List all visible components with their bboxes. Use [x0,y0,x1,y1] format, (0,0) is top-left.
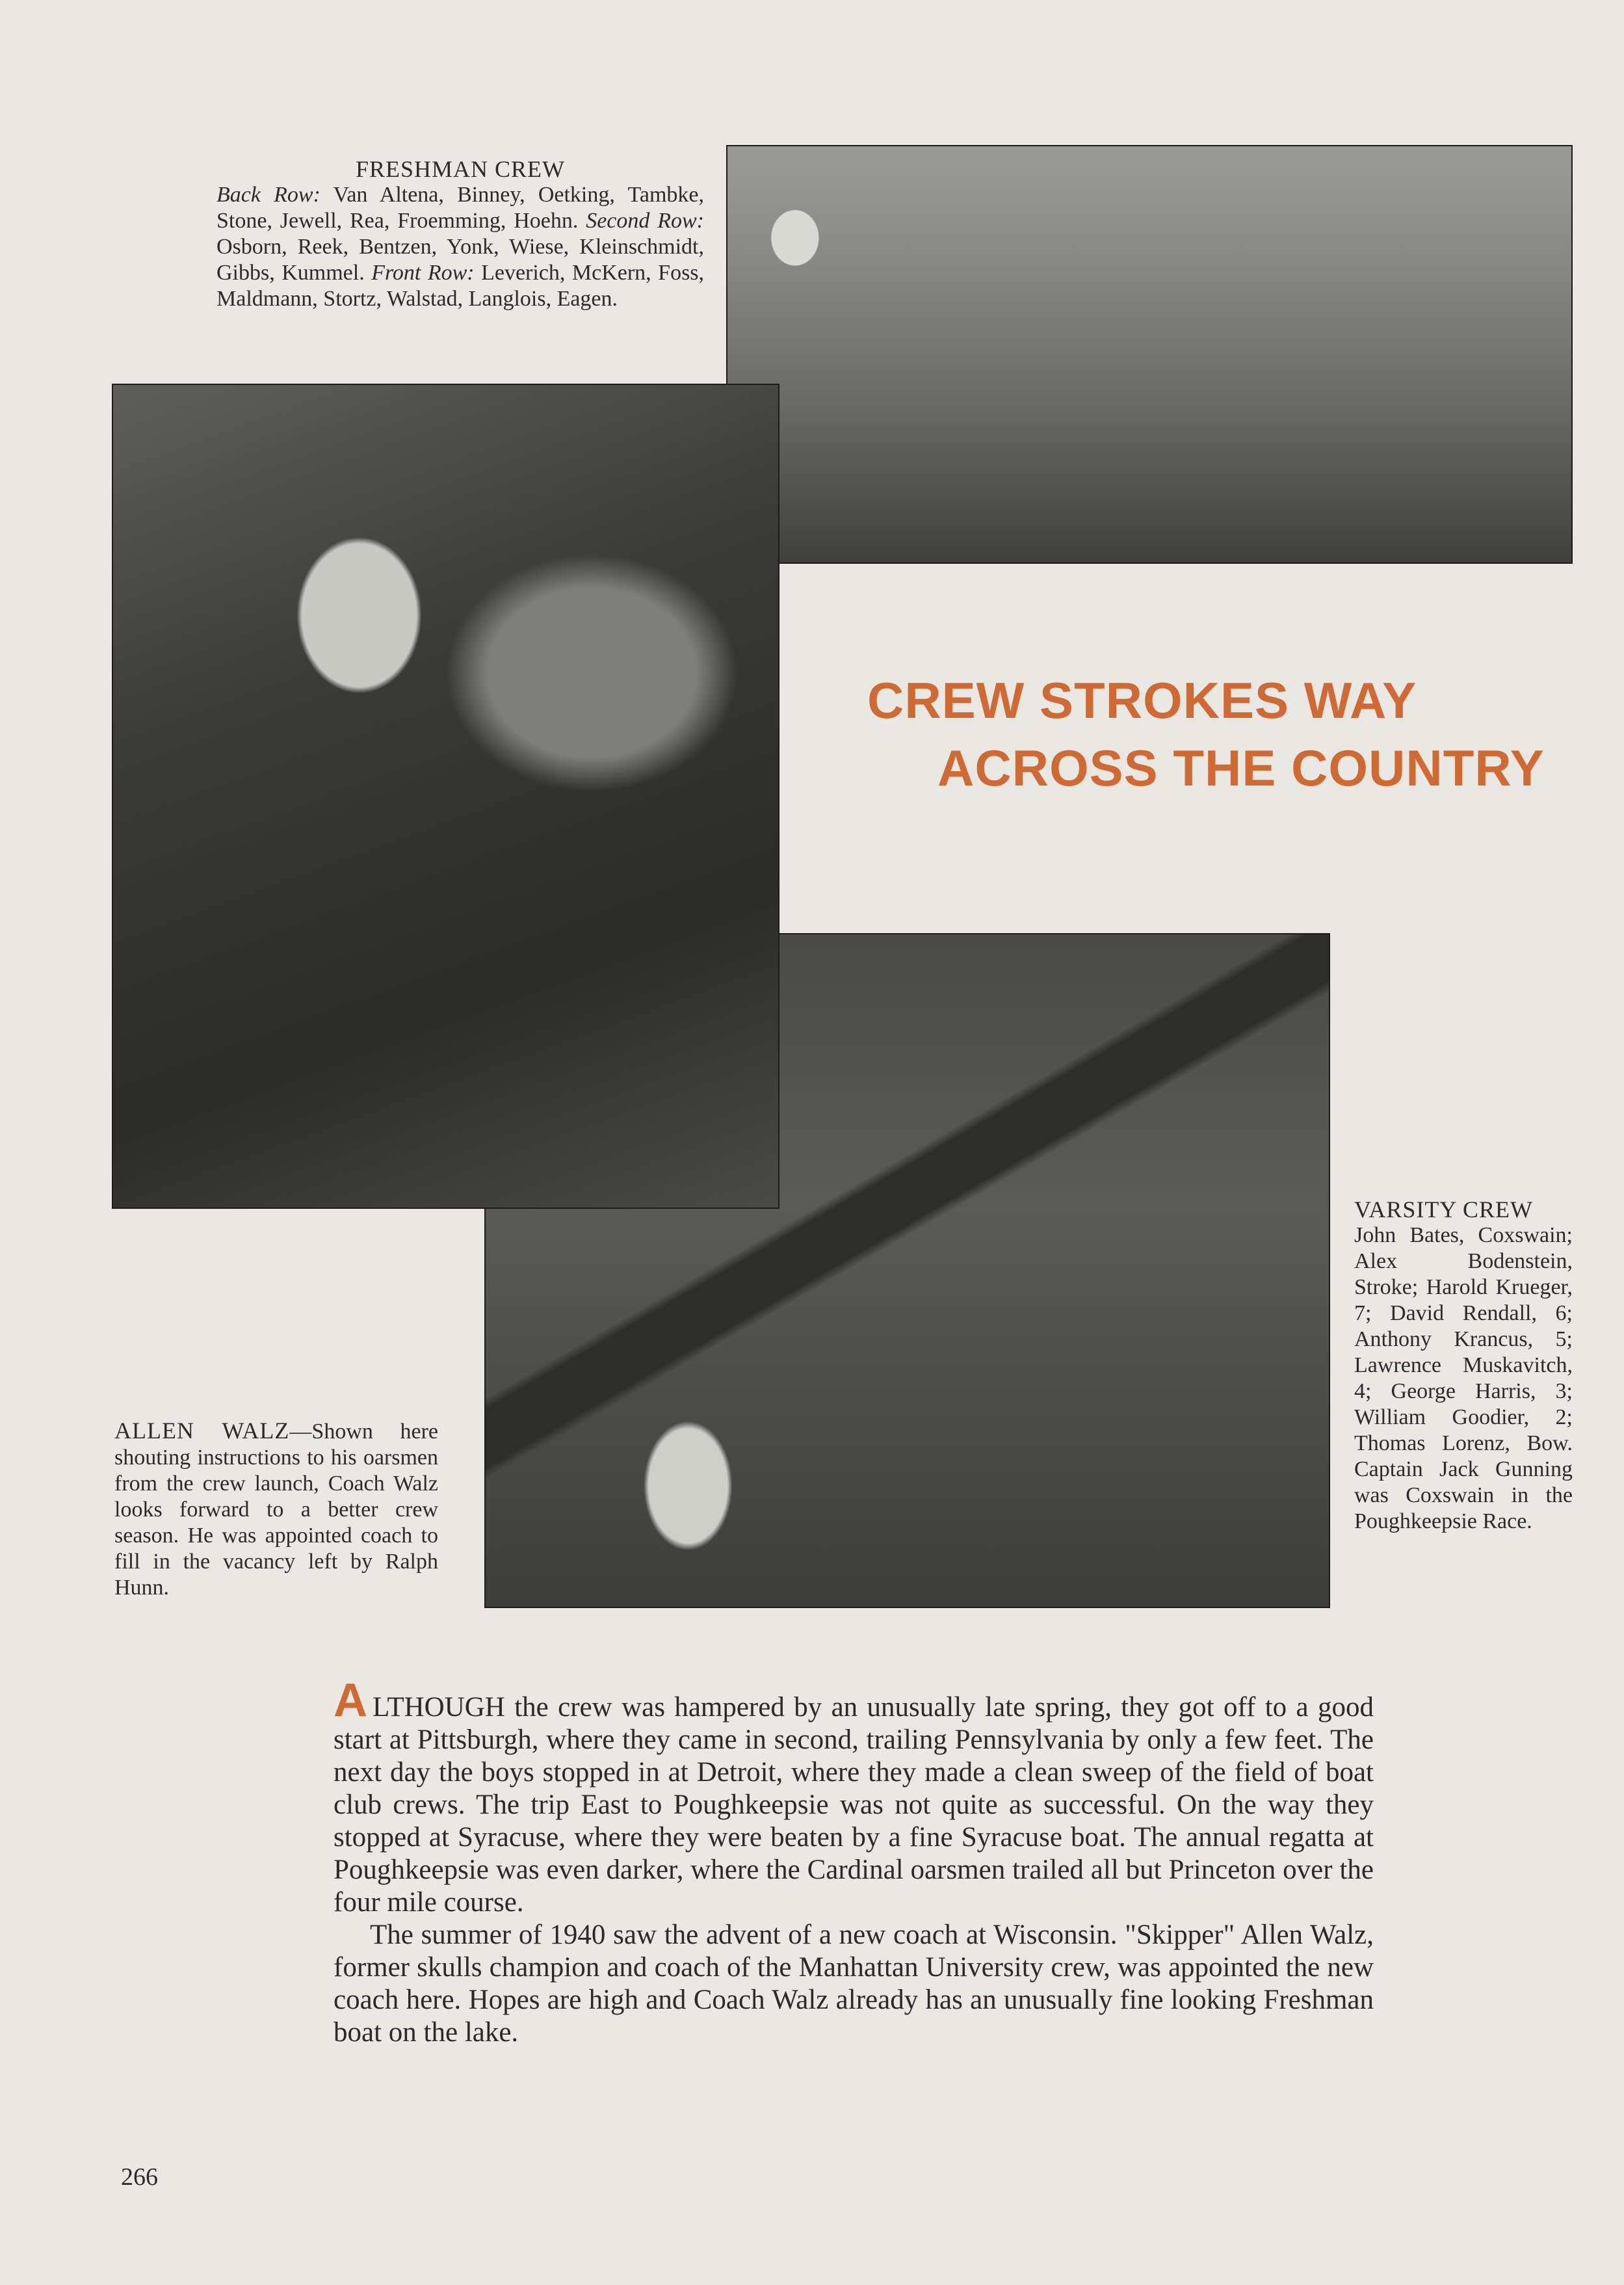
article-body [334,1674,1374,2049]
freshman-crew-photo [726,145,1573,564]
varsity-crew-text: John Bates, Coxswain; Alex Bodenstein, Stroke; Harold Krueger, 7; David Rendall, 6; Anthony Krancus, 5; Lawrence Muskavitch, 4; George Harris, 3; William Goodier, 2; Thomas Lorenz, Bow. Captain Jack Gunning was Coxswain in the Poughkeepsie Race. [1354,1223,1573,1533]
title-line-2: ACROSS THE COUNTRY [937,739,1545,797]
second-row-label: Second Row: [586,209,704,233]
paragraph-1 [334,1674,1374,1919]
paragraph-2: The summer of 1940 saw the advent of a new coach at Wisconsin. "Skipper" Allen Walz, former skulls champion and coach of the Manhattan University crew, was appointed the new coach here. Hopes are high and Coach Walz already has an unusually fine looking Freshman boat on the lake. [334,1920,1374,2048]
freshman-crew-heading: FRESHMAN CREW [355,156,566,182]
second-row-names: Osborn, Reek, Bentzen, Yonk, Wiese, Kleinschmidt, Gibbs, Kummel. [216,235,704,285]
back-row-label: Back Row: [216,183,321,207]
drop-cap: A [334,1674,367,1726]
coach-caption-text: —Shown here shouting instructions to his oarsmen from the crew launch, Coach Walz looks forward to a better crew season. He was appointed coach to fill in the vacancy left by Ralph Hunn. [114,1420,438,1600]
front-row-names: Leverich, McKern, Foss, Maldmann, Stortz, Walstad, Langlois, Eagen. [216,261,705,311]
freshman-crew-caption [216,156,704,312]
coach-name: ALLEN WALZ [114,1418,290,1444]
coach-caption [114,1418,438,1601]
page-number: 266 [121,2163,158,2191]
title-line-1: CREW STROKES WAY [867,672,1417,729]
back-row-names: Van Altena, Binney, Oetking, Tambke, Stone, Jewell, Rea, Froemming, Hoehn. [216,183,704,233]
page-title [858,667,1573,802]
coach-megaphone-photo [112,384,779,1209]
varsity-crew-caption [1354,1196,1573,1535]
paragraph-1-text: LTHOUGH the crew was hampered by an unusually late spring, they got off to a good start at Pittsburgh, where they came in second, trailing Pennsylvania by only a few feet. The next day the boys stopped in at Detroit, where they made a clean sweep of the field of boat club crews. The trip East to Poughkeepsie was not quite as successful. On the way they stopped at Syracuse, where they were beaten by a fine Syracuse boat. The annual regatta at Poughkeepsie was even darker, where the Cardinal oarsmen trailed all but Princeton over the four mile course. [334,1692,1374,1918]
front-row-label: Front Row: [371,261,475,285]
varsity-crew-heading: VARSITY CREW [1354,1196,1534,1222]
